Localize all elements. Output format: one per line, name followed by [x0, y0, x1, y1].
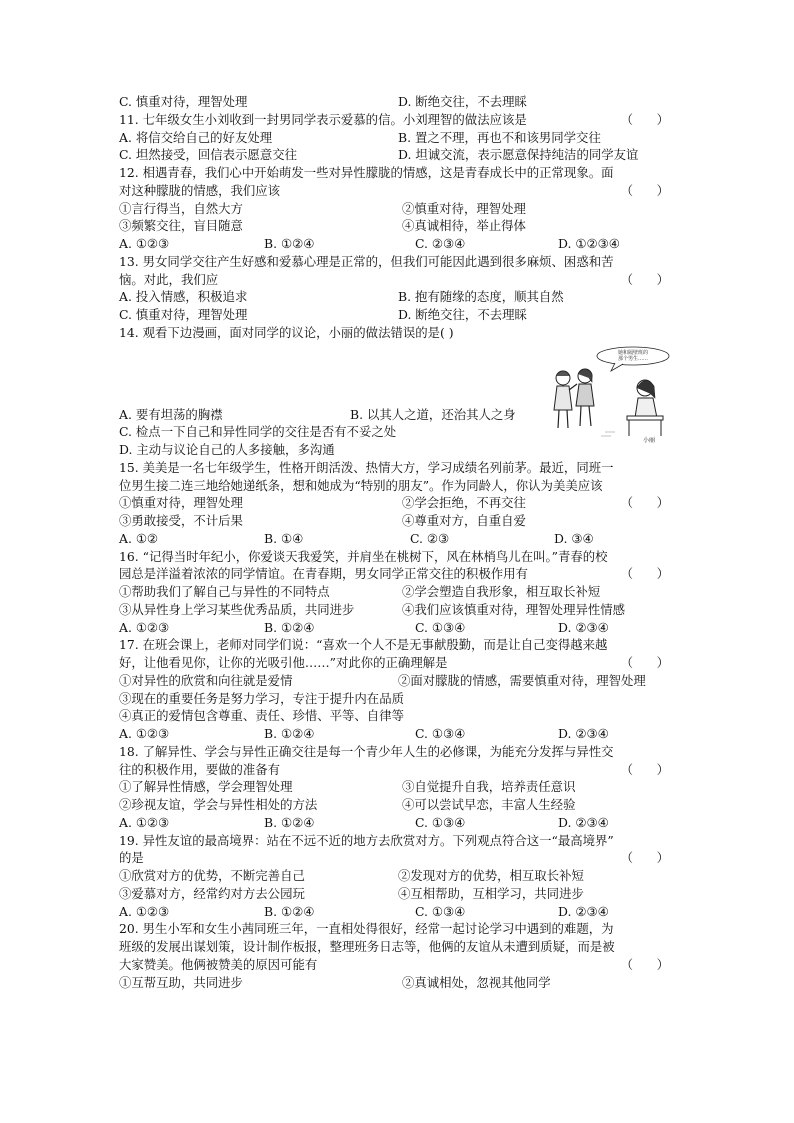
- q12-options: [119, 235, 679, 253]
- option-a: A. ①②③: [119, 903, 170, 919]
- option-b: B. ①④: [264, 530, 304, 546]
- question-stem: 15. 美美是一名七年级学生，性格开朗活泼、热情大方，学习成绩名列前茅。最近，同班一: [119, 459, 614, 475]
- statement-2: ②学会塑造自我形象，相互取长补短: [402, 584, 601, 599]
- question-stem: 16. “记得当时年纪小，你爱谈天我爱笑，并肩坐在桃树下，风在林梢鸟儿在叫。”青春的校: [119, 548, 608, 564]
- answer-blank: （ ）: [620, 566, 669, 582]
- option-d: D. 断绝交往，不去理睬: [398, 94, 527, 109]
- q18-stem-line2: [119, 761, 679, 779]
- q15-statements-12: [119, 494, 679, 512]
- desk-legs: [629, 420, 661, 436]
- question-stem: 14. 观看下边漫画，面对同学的议论，小丽的做法错误的是( ): [119, 324, 454, 340]
- option-a: A. ①②③: [119, 814, 170, 830]
- question-stem: 20. 男生小军和女生小茜同班三年，一直相处得很好，经常一起讨论学习中遇到的难题，为: [119, 921, 614, 937]
- statement-4: ④我们应该慎重对待，理智处理异性情感: [402, 601, 626, 617]
- speech-text-line2: 那个男生……: [617, 356, 649, 362]
- speech-bubble-tail: [611, 363, 623, 371]
- question-stem: 好，让他看见你，让你的光吸引他……”对此你的正确理解是: [119, 655, 448, 670]
- statement-2: ②真诚相处，忽视其他同学: [402, 974, 551, 990]
- q20-stem-line1: [119, 920, 679, 938]
- question-stem: 大家赞美。他俩被赞美的原因可能有: [119, 956, 318, 972]
- q15-options: [119, 530, 679, 548]
- option-a: A. ①②: [119, 530, 159, 546]
- option-c: C. ①③④: [415, 814, 466, 830]
- q13-options-ab: [119, 288, 679, 306]
- statement-1: ①慎重对待，理智处理: [119, 495, 243, 511]
- q12-statements-12: [119, 200, 679, 218]
- statement-3: ③从异性身上学习某些优秀品质，共同进步: [119, 601, 355, 617]
- option-d: D. 坦诚交流，表示愿意保持纯洁的同学友谊: [398, 147, 639, 163]
- question-stem: 恼。对此，我们应: [119, 271, 219, 287]
- option-c: C. 慎重对待，理智处理: [119, 307, 248, 322]
- statement-1: ①对异性的欣赏和向往就是爱情: [119, 672, 293, 688]
- option-d: D. 主动与议论自己的人多接触，多沟通: [119, 442, 335, 457]
- q11-options-ab: [119, 129, 679, 147]
- q15-stem-line1: [119, 459, 679, 477]
- option-c: C. ②③: [410, 530, 450, 546]
- q18-options: [119, 814, 679, 832]
- q12-stem-line1: [119, 164, 679, 182]
- q17-statement-4: [119, 707, 679, 725]
- option-b: B. 置之不理，再也不和该男同学交往: [398, 129, 601, 145]
- q14-comic-illustration: [545, 346, 671, 444]
- answer-blank: （ ）: [620, 182, 669, 198]
- option-c: C. 检点一下自己和异性同学的交往是否有不妥之处: [119, 424, 397, 440]
- q16-statements-34: [119, 601, 679, 619]
- option-d: D. ①②③④: [558, 236, 620, 251]
- option-d: D. 断绝交往，不去理睬: [398, 307, 527, 322]
- answer-blank: （ ）: [620, 956, 669, 972]
- option-b: B. ①②④: [264, 236, 315, 251]
- answer-blank: （ ）: [620, 495, 669, 511]
- statement-3: ③爱慕对方，经常约对方去公园玩: [119, 885, 305, 901]
- statement-1: ①互帮互助，共同进步: [119, 974, 243, 990]
- question-stem: 11. 七年级女生小刘收到一封男同学表示爱慕的信。小刘理智的做法应该是: [119, 111, 527, 127]
- option-c: C. ①③④: [415, 619, 466, 635]
- q20-stem-line2: [119, 938, 679, 956]
- q17-statements-12: [119, 672, 679, 690]
- option-a: A. ①②③: [119, 726, 170, 741]
- q11-options-cd: [119, 146, 679, 164]
- q17-stem-line2: [119, 654, 679, 672]
- statement-2: ②发现对方的优势，相互取长补短: [398, 868, 584, 883]
- q17-stem-line1: [119, 636, 679, 654]
- option-b: B. ①②④: [264, 619, 315, 635]
- option-d: D. ②③④: [558, 619, 609, 635]
- q13-stem-line2: [119, 271, 679, 289]
- option-c: C. ①③④: [415, 903, 466, 919]
- answer-blank: （ ）: [620, 655, 669, 670]
- option-b: B. 抱有随缘的态度，顺其自然: [398, 289, 564, 305]
- statement-2: ②面对朦胧的情感，需要慎重对待，理智处理: [398, 672, 646, 688]
- statement-4: ④真正的爱情包含尊重、责任、珍惜、平等、自律等: [119, 708, 404, 724]
- q19-statements-34: [119, 885, 679, 903]
- girl-hair: [556, 371, 570, 376]
- q16-stem-line1: [119, 548, 679, 566]
- question-stem: 18. 了解异性、学会与异性正确交往是每一个青少年人生的必修课，为能充分发挥与异性交: [119, 743, 614, 759]
- statement-3: ③频繁交往，盲目随意: [119, 218, 243, 234]
- q13-stem-line1: [119, 253, 679, 271]
- option-d: D. ②③④: [558, 903, 609, 919]
- question-stem: 园总是洋溢着浓浓的同学情谊。在青春期，男女同学正常交往的积极作用有: [119, 566, 528, 582]
- q11-stem: [119, 111, 679, 129]
- q18-statements-13: [119, 778, 679, 796]
- q19-stem-line1: [119, 832, 679, 850]
- statement-4: ④尊重对方，自重自爱: [402, 513, 526, 528]
- xiaoli-label: 小丽: [642, 437, 656, 444]
- question-stem: 的是: [119, 850, 144, 866]
- option-b: B. 以其人之道，还治其人之身: [350, 406, 516, 422]
- q10-options-cd: [119, 93, 679, 111]
- q18-stem-line1: [119, 743, 679, 761]
- q16-statements-12: [119, 583, 679, 601]
- q18-statements-24: [119, 796, 679, 814]
- statement-4: ④可以尝试早恋，丰富人生经验: [402, 797, 576, 812]
- question-stem: 往的积极作用，要做的准备有: [119, 761, 281, 777]
- option-d: D. ③④: [554, 530, 594, 546]
- option-c: C. 慎重对待，理智处理: [119, 94, 248, 109]
- girl-dress: [576, 384, 594, 406]
- option-b: B. ①②④: [264, 903, 315, 919]
- statement-1: ①言行得当，自然大方: [119, 200, 243, 216]
- girl-legs: [580, 406, 591, 426]
- answer-blank: （ ）: [620, 271, 669, 287]
- speech-text-line1: 她和隔壁班的: [617, 350, 649, 356]
- option-c: C. 坦然接受，回信表示愿意交往: [119, 147, 297, 163]
- q12-statements-34: [119, 217, 679, 235]
- statement-3: ③现在的重要任务是努力学习，专注于提升内在品质: [119, 690, 404, 706]
- statement-2: ②珍视友谊，学会与异性相处的方法: [119, 797, 318, 812]
- q17-options: [119, 725, 679, 743]
- statement-1: ①了解异性情感，学会理智处理: [119, 779, 293, 795]
- statement-4: ④真诚相待，举止得体: [402, 218, 526, 234]
- question-stem: 对这种朦胧的情感，我们应该: [119, 182, 281, 198]
- option-c: C. ①③④: [415, 726, 466, 741]
- question-stem: 班级的发展出谋划策，设计制作板报，整理班务日志等，他俩的友谊从未遭到质疑，而是被: [119, 939, 615, 954]
- question-stem: 12. 相遇青春，我们心中开始萌发一些对异性朦胧的情感，这是青春成长中的正常现象。面: [119, 165, 614, 180]
- question-stem: 17. 在班会课上，老师对同学们说：“喜欢一个人不是无事献殷勤，而是让自己变得越来越: [119, 637, 608, 653]
- option-c: C. ②③④: [415, 236, 466, 251]
- option-d: D. ②③④: [558, 726, 609, 741]
- q15-stem-line2: [119, 477, 679, 495]
- girl-arm: [569, 384, 577, 390]
- option-a: A. 要有坦荡的胸襟: [119, 406, 223, 422]
- option-a: A. ①②③: [119, 236, 170, 251]
- q19-options: [119, 903, 679, 921]
- worksheet: [119, 93, 679, 991]
- q19-statements-12: [119, 867, 679, 885]
- q17-statement-3: [119, 690, 679, 708]
- answer-blank: （ ）: [620, 850, 669, 866]
- q20-stem-line3: [119, 956, 679, 974]
- option-a: A. 将信交给自己的好友处理: [119, 129, 273, 145]
- statement-1: ①帮助我们了解自己与异性的不同特点: [119, 584, 330, 599]
- q12-stem-line2: [119, 182, 679, 200]
- question-stem: 13. 男女同学交往产生好感和爱慕心理是正常的，但我们可能因此遇到很多麻烦、困惑和苦: [119, 253, 614, 269]
- q16-stem-line2: [119, 565, 679, 583]
- option-a: A. 投入情感，积极追求: [119, 289, 248, 305]
- ground-lines: [601, 432, 615, 436]
- q13-options-cd: [119, 306, 679, 324]
- option-b: B. ①②④: [264, 726, 315, 741]
- girl-legs: [558, 410, 568, 428]
- comic-drawing: [545, 346, 671, 444]
- option-d: D. ②③④: [558, 814, 609, 830]
- statement-2: ②慎重对待，理智处理: [402, 200, 526, 216]
- statement-3: ③勇敢接受，不计后果: [119, 513, 243, 528]
- q20-statements-12: [119, 974, 679, 992]
- statement-1: ①欣赏对方的优势，不断完善自己: [119, 868, 305, 883]
- desk: [627, 416, 663, 420]
- q19-stem-line2: [119, 849, 679, 867]
- statement-2: ②学会拒绝，不再交往: [402, 495, 526, 511]
- xiaoli-body: [635, 398, 657, 418]
- q16-options: [119, 619, 679, 637]
- option-a: A. ①②③: [119, 619, 170, 635]
- option-b: B. ①②④: [264, 814, 315, 830]
- statement-3: ③自觉提升自我，培养责任意识: [402, 779, 576, 795]
- q15-statements-34: [119, 512, 679, 530]
- question-stem: 位男生接二连三地给她递纸条，想和她成为“特别的朋友”。作为同龄人，你认为美美应该: [119, 477, 603, 493]
- q14-stem: [119, 324, 679, 342]
- answer-blank: （ ）: [620, 111, 669, 127]
- question-stem: 19. 异性友谊的最高境界：站在不远不近的地方去欣赏对方。下列观点符合这一“最高境界”: [119, 832, 614, 848]
- answer-blank: （ ）: [620, 761, 669, 777]
- statement-4: ④互相帮助，互相学习，共同进步: [398, 885, 584, 901]
